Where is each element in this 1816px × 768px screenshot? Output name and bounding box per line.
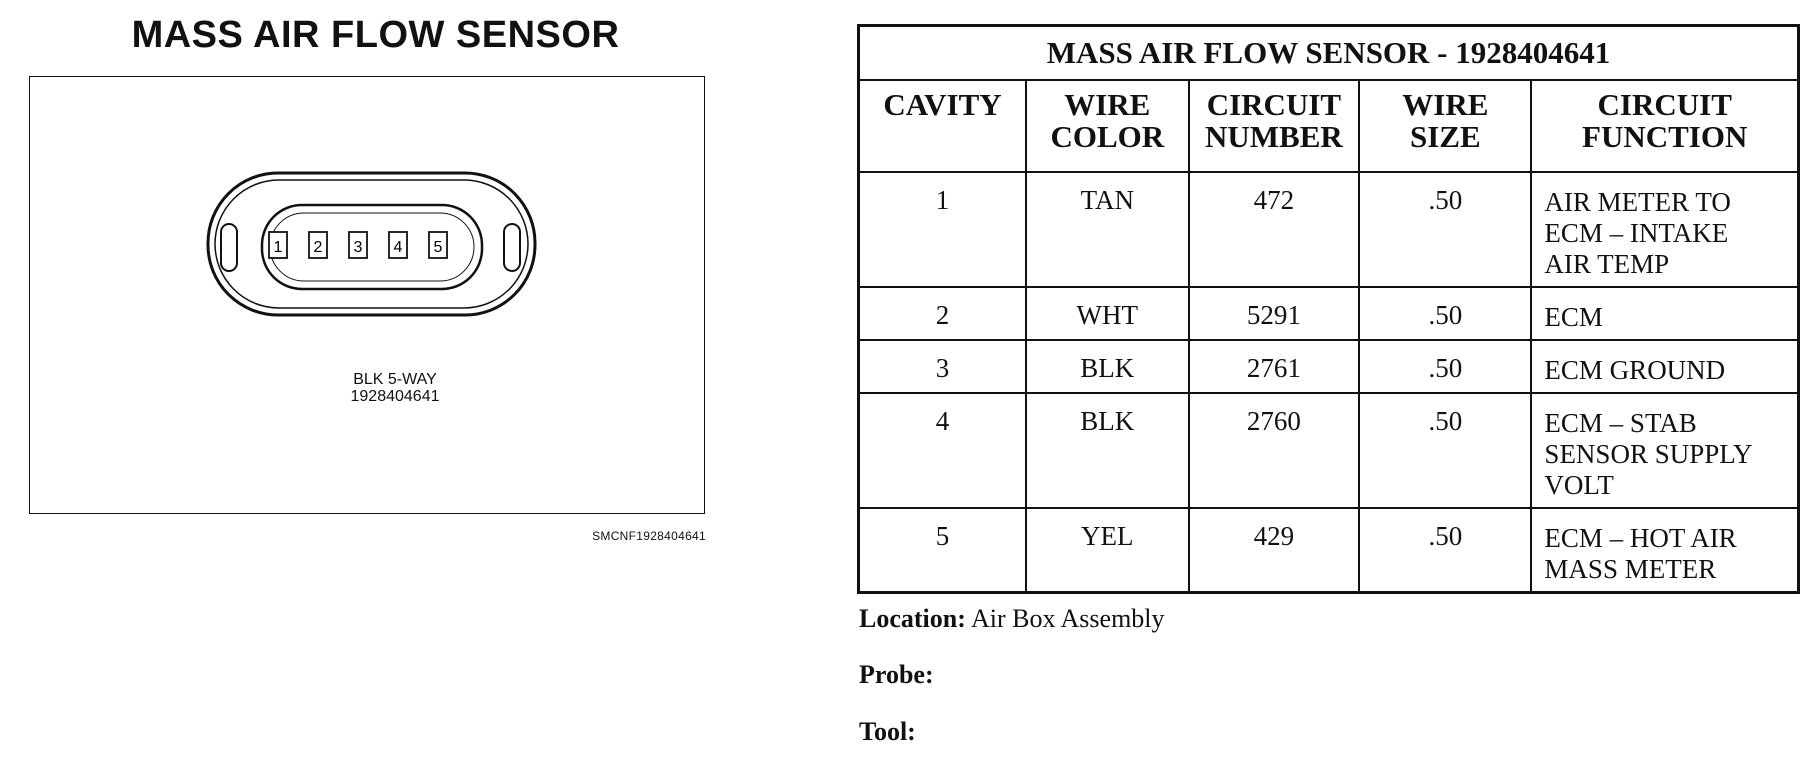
probe-label: Probe: <box>859 660 934 689</box>
table-header-row <box>859 80 1799 172</box>
cell-number: 2760 <box>1189 393 1360 508</box>
table-row <box>859 287 1799 340</box>
table-row <box>859 340 1799 393</box>
cell-function <box>1531 508 1798 593</box>
connector-face-icon <box>30 77 706 515</box>
function-line: VOLT <box>1544 470 1614 500</box>
connector-diagram <box>29 76 705 514</box>
connector-type-label: BLK 5-WAY <box>353 371 437 388</box>
function-line: ECM <box>1544 302 1603 332</box>
cell-color: BLK <box>1026 340 1189 393</box>
cell-function <box>1531 172 1798 287</box>
location-line <box>859 604 1165 634</box>
cell-number: 429 <box>1189 508 1360 593</box>
function-line: ECM – INTAKE <box>1544 218 1729 248</box>
tool-label: Tool: <box>859 717 916 746</box>
cell-cavity: 5 <box>859 508 1027 593</box>
cell-cavity: 3 <box>859 340 1027 393</box>
pinout-table <box>857 24 1800 594</box>
pin-insert <box>262 205 482 289</box>
cell-cavity: 4 <box>859 393 1027 508</box>
figure-code: SMCNF1928404641 <box>592 529 706 543</box>
cell-color: TAN <box>1026 172 1189 287</box>
function-line: AIR METER TO <box>1544 187 1731 217</box>
header-circuit-number: CIRCUIT NUMBER <box>1189 80 1360 172</box>
cell-number: 5291 <box>1189 287 1360 340</box>
pin-number: 3 <box>353 239 363 256</box>
pin-number: 4 <box>393 239 403 256</box>
cell-number: 2761 <box>1189 340 1360 393</box>
pin-number: 2 <box>313 239 323 256</box>
location-label: Location: <box>859 604 966 633</box>
function-line: MASS METER <box>1544 554 1717 584</box>
header-wire-size: WIRE SIZE <box>1359 80 1531 172</box>
table-title: MASS AIR FLOW SENSOR - 1928404641 <box>859 26 1799 81</box>
cell-size: .50 <box>1359 340 1531 393</box>
cell-color: YEL <box>1026 508 1189 593</box>
table-row <box>859 172 1799 287</box>
cell-number: 472 <box>1189 172 1360 287</box>
table-row <box>859 393 1799 508</box>
probe-line <box>859 660 934 690</box>
header-cavity: CAVITY <box>859 80 1027 172</box>
tool-line <box>859 717 916 747</box>
cell-color: WHT <box>1026 287 1189 340</box>
cell-size: .50 <box>1359 172 1531 287</box>
diagram-title: MASS AIR FLOW SENSOR <box>131 14 620 56</box>
cell-function <box>1531 393 1798 508</box>
right-lock-tab <box>504 224 520 271</box>
function-line: ECM GROUND <box>1544 355 1726 385</box>
function-line: ECM – STAB <box>1544 408 1697 438</box>
location-value: Air Box Assembly <box>970 604 1165 633</box>
table-row <box>859 508 1799 593</box>
cell-color: BLK <box>1026 393 1189 508</box>
cell-size: .50 <box>1359 287 1531 340</box>
cell-function <box>1531 287 1798 340</box>
function-line: AIR TEMP <box>1544 249 1670 279</box>
function-line: SENSOR SUPPLY <box>1544 439 1753 469</box>
function-line: ECM – HOT AIR <box>1544 523 1737 553</box>
left-lock-tab <box>221 224 237 271</box>
cell-cavity: 2 <box>859 287 1027 340</box>
cell-size: .50 <box>1359 393 1531 508</box>
pin-number: 5 <box>433 239 443 256</box>
header-wire-color: WIRE COLOR <box>1026 80 1189 172</box>
cell-function <box>1531 340 1798 393</box>
header-circuit-function: CIRCUIT FUNCTION <box>1531 80 1798 172</box>
pin-number: 1 <box>273 239 283 256</box>
connector-outer-shell <box>208 173 535 315</box>
cell-size: .50 <box>1359 508 1531 593</box>
connector-part-number: 1928404641 <box>350 388 440 405</box>
cell-cavity: 1 <box>859 172 1027 287</box>
